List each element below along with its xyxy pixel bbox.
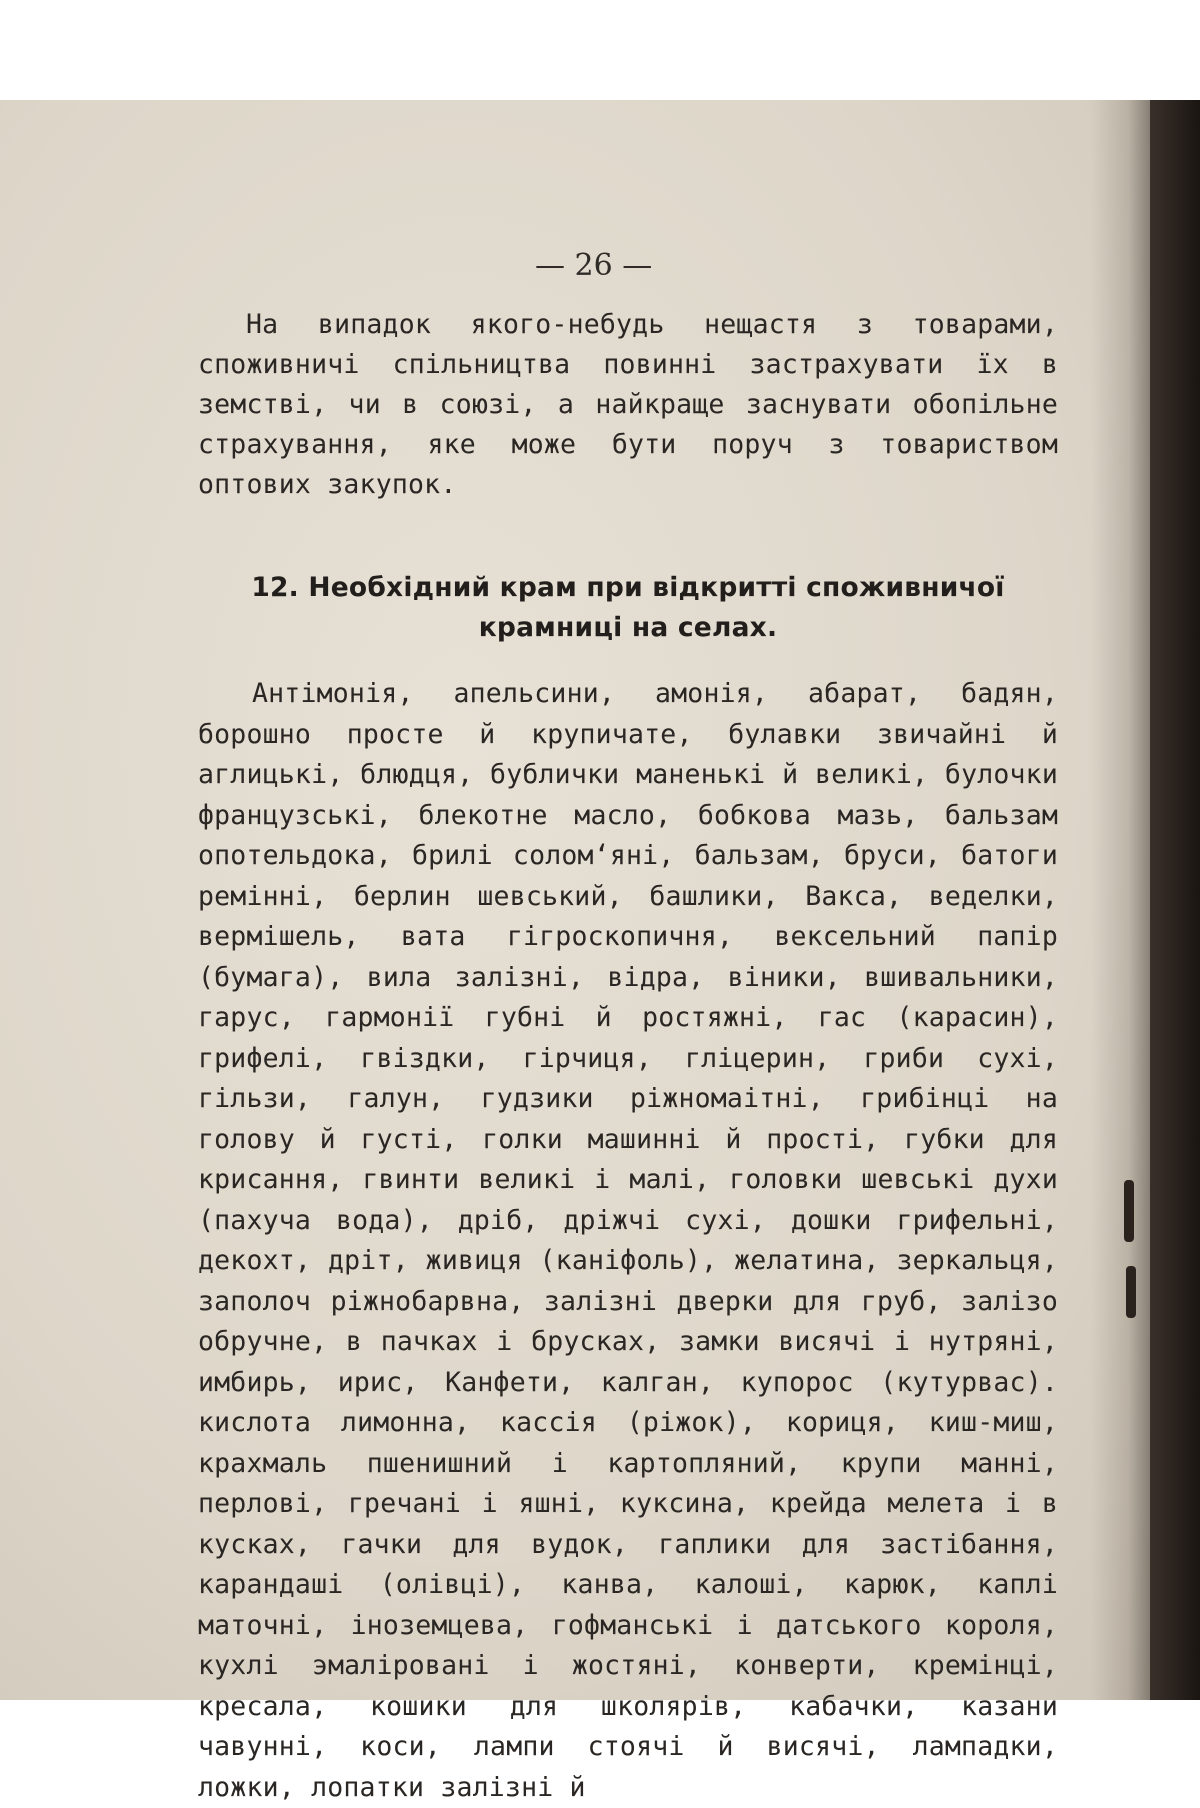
book-photo: [0, 100, 1200, 1803]
paragraph-goods-list: Антімонія, апельсини, амонія, абарат, бадян, борошно просте й крупичате, булавки звичайні й аглицькі, блюдця, бублички маненькі й великі, булочки французські, блекотне масло, бобкова мазь, бальзам опотельдока, брилі солом‘яні, бальзам, бруси, батоги ремінні, берлин шевський, башлики, Вакса, веделки, вермішель, вата гігроскопичня, вексельний папір (бумага), вила залізні, відра, віники, вшивальники, гарус, гармонії губні й ростяжні, гас (карасин), грифелі, гвіздки, гірчиця, гліцерин, гриби сухі, гільзи, галун, гудзики ріжномаітні, грибінці на голову й густі, голки машинні й прості, губки для крисання, гвинти великі і малі, головки шевські духи (пахуча вода), дріб, дріжчі сухі, дошки грифельні, декохт, дріт, живиця (каніфоль), желатина, зеркальця, заполоч ріжнобарвна, залізні дверки для груб, залізо обручне, в пачках і брусках, замки висячі і нутряні, имбирь, ирис, Канфети, калган, купорос (кутурвас). кислота лимонна, кассія (ріжок), кориця, киш-миш, крахмаль пшенишний і картопляний, крупи манні, перлові, гречані і яшні, куксина, крейда мелета і в кусках, гачки для вудок, гаплики для застібання, карандаші (олівці), канва, калоші, карюк, каплі маточні, іноземцева, гофманські і датського короля, кухлі эмаліровані і жостяні, конверти, кремінці, кресала, кошики для школярів, кабачки, казани чавунні, коси, лампи стоячі й висячі, лампадки, ложки, лопатки залізні й: [198, 678, 1058, 1803]
paragraph-insurance: На випадок якого-небудь нещастя з товарами, споживничі спільництва повинні застрахувати їх в земстві, чи в союзі, а найкраще заснувати обопільне страхування, яке може бути поруч з товариством оптових закупок.: [198, 309, 1058, 500]
book-page: [0, 100, 1150, 1803]
page-number: — 26 —: [535, 248, 653, 283]
book-edge: [1150, 100, 1200, 1700]
section-heading: 12. Необхідний крам при відкритті споживничої крамниці на селах.: [251, 572, 1005, 643]
binding-hole: [1126, 1266, 1136, 1318]
binding-hole: [1124, 1180, 1134, 1242]
